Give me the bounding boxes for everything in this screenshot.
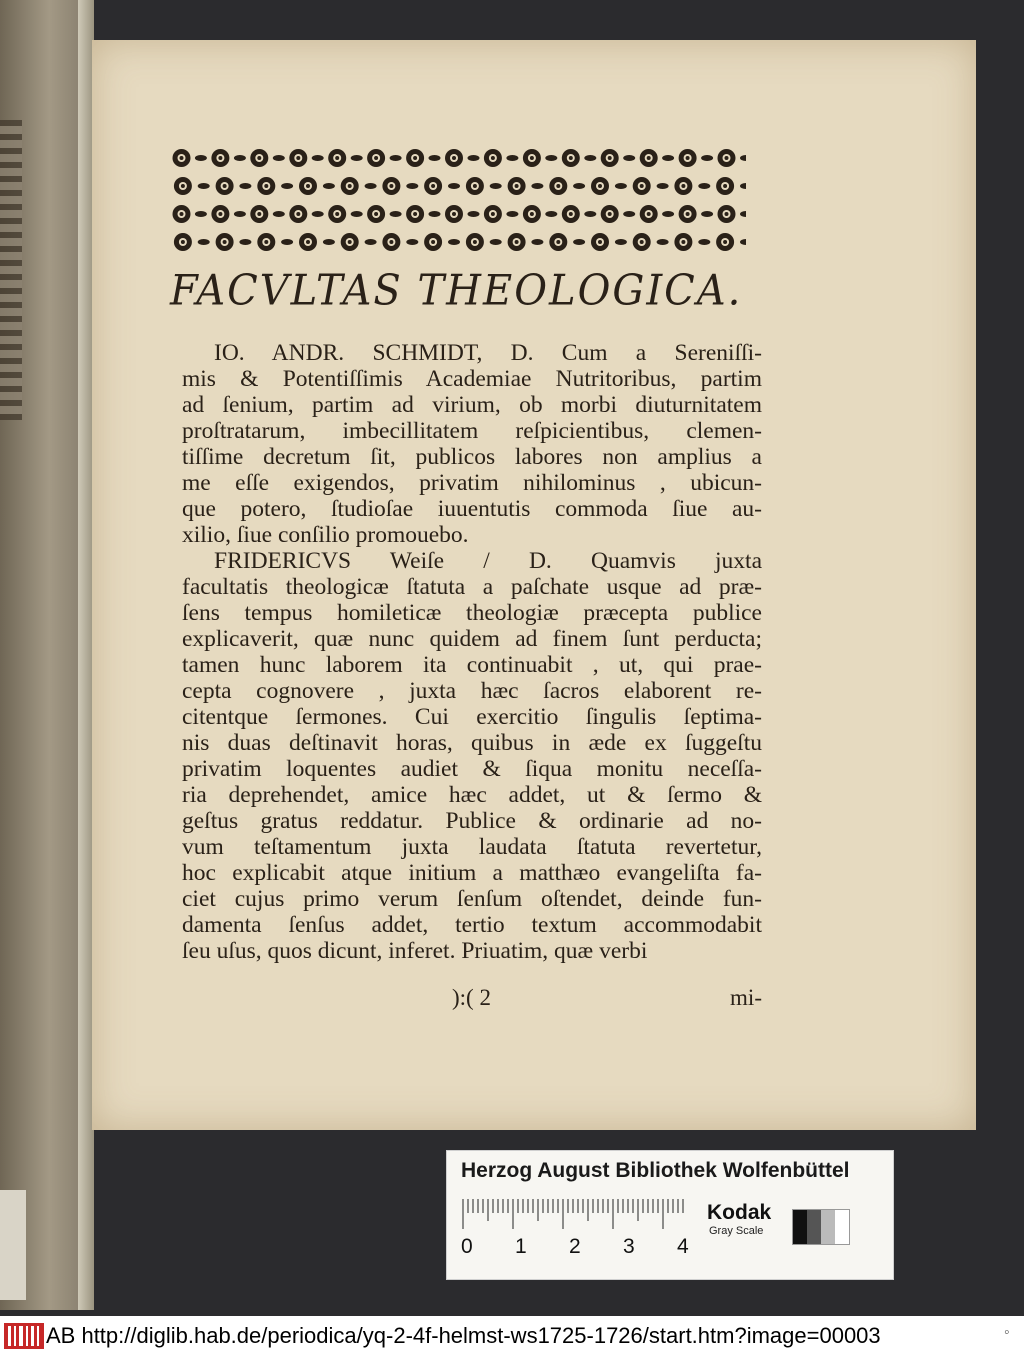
text-line: facultatis theologicæ ſtatuta a paſchate usque ad præ- <box>182 574 762 600</box>
text-line: IO. ANDR. SCHMIDT, D. Cum a Sereniſſi- <box>214 340 762 366</box>
gray-scale-swatches <box>792 1209 850 1245</box>
text-line: tiſſime decretum ſit, publicos labores non amplius a <box>182 444 762 470</box>
text-line: ciet cujus primo verum ſenſum oſtendet, deinde fun- <box>182 886 762 912</box>
ruler-number: 1 <box>515 1235 527 1258</box>
barcode-icon <box>4 1323 44 1349</box>
ruler-number: 0 <box>461 1235 473 1258</box>
text-line: geſtus gratus reddatur. Publice & ordinarie ad no- <box>182 808 762 834</box>
text-line: damenta ſenſus addet, tertio textum accommodabit <box>182 912 762 938</box>
url-text[interactable]: AB http://diglib.hab.de/periodica/yq-2-4f-helmst-ws1725-1726/start.htm?image=00003 <box>46 1323 881 1348</box>
kodak-brand: Kodak <box>707 1201 772 1224</box>
facing-page-ornament <box>0 120 22 420</box>
text-line: hoc explicabit atque initium a matthæo evangeliſta fa- <box>182 860 762 886</box>
text-line: citentque ſermones. Cui exercitio ſingulis ſeptima- <box>182 704 762 730</box>
ruler-numbers <box>461 1235 701 1265</box>
text-line: explicaverit, quæ nunc quidem ad finem ſunt perducta; <box>182 626 762 652</box>
text-line: me eſſe exigendos, privatim nihilominus , ubicun- <box>182 470 762 496</box>
text-line: nis duas deſtinavit horas, quibus in æde ex ſuggeſtu <box>182 730 762 756</box>
page-footer <box>182 985 762 1015</box>
library-color-card <box>446 1150 894 1280</box>
text-line: vum teſtamentum juxta laudata ſtatuta revertetur, <box>182 834 762 860</box>
catchword: mi- <box>730 985 762 1010</box>
text-line: proſtratarum, imbecillitatem reſpicientibus, clemen- <box>182 418 762 444</box>
text-line: ad ſenium, partim ad virium, ob morbi diuturnitatem <box>182 392 762 418</box>
library-name: Herzog August Bibliothek Wolfenbüttel <box>461 1159 850 1182</box>
cursor-icon: ◦ <box>1004 1324 1010 1341</box>
signature-mark: ):( 2 <box>452 985 491 1010</box>
text-line: xilio, ſiue conſilio promouebo. <box>182 522 469 548</box>
shelf-label <box>0 1190 26 1300</box>
decorative-ornament-band <box>162 144 746 256</box>
ruler-number: 2 <box>569 1235 581 1258</box>
body-text <box>182 340 762 964</box>
text-line: mis & Potentiſſimis Academiae Nutritoribus, partim <box>182 366 762 392</box>
ruler-number: 4 <box>677 1235 689 1258</box>
text-line: privatim loquentes audiet & ſiqua monitu neceſſa- <box>182 756 762 782</box>
text-line: ſeu uſus, quos dicunt, inferet. Priuatim, quæ verbi <box>182 938 648 964</box>
text-line: ria deprehendet, amice hæc addet, ut & ſermo & <box>182 782 762 808</box>
text-line: FRIDERICVS Weiſe / D. Quamvis juxta <box>214 548 762 574</box>
url-bar[interactable] <box>0 1316 1024 1354</box>
text-line: ſens tempus homileticæ theologiæ præcepta publice <box>182 600 762 626</box>
text-line: tamen hunc laborem ita continuabit , ut, qui prae- <box>182 652 762 678</box>
facing-page <box>0 0 82 1310</box>
ruler-scale <box>461 1195 685 1235</box>
text-line: cepta cognovere , juxta hæc ſacros elaborent re- <box>182 678 762 704</box>
text-line: que potero, ſtudioſae iuuentutis commoda ſiue au- <box>182 496 762 522</box>
ruler-number: 3 <box>623 1235 635 1258</box>
page-heading: FACVLTAS THEOLOGICA. <box>170 266 743 316</box>
gray-scale-label: Gray Scale <box>709 1225 764 1237</box>
